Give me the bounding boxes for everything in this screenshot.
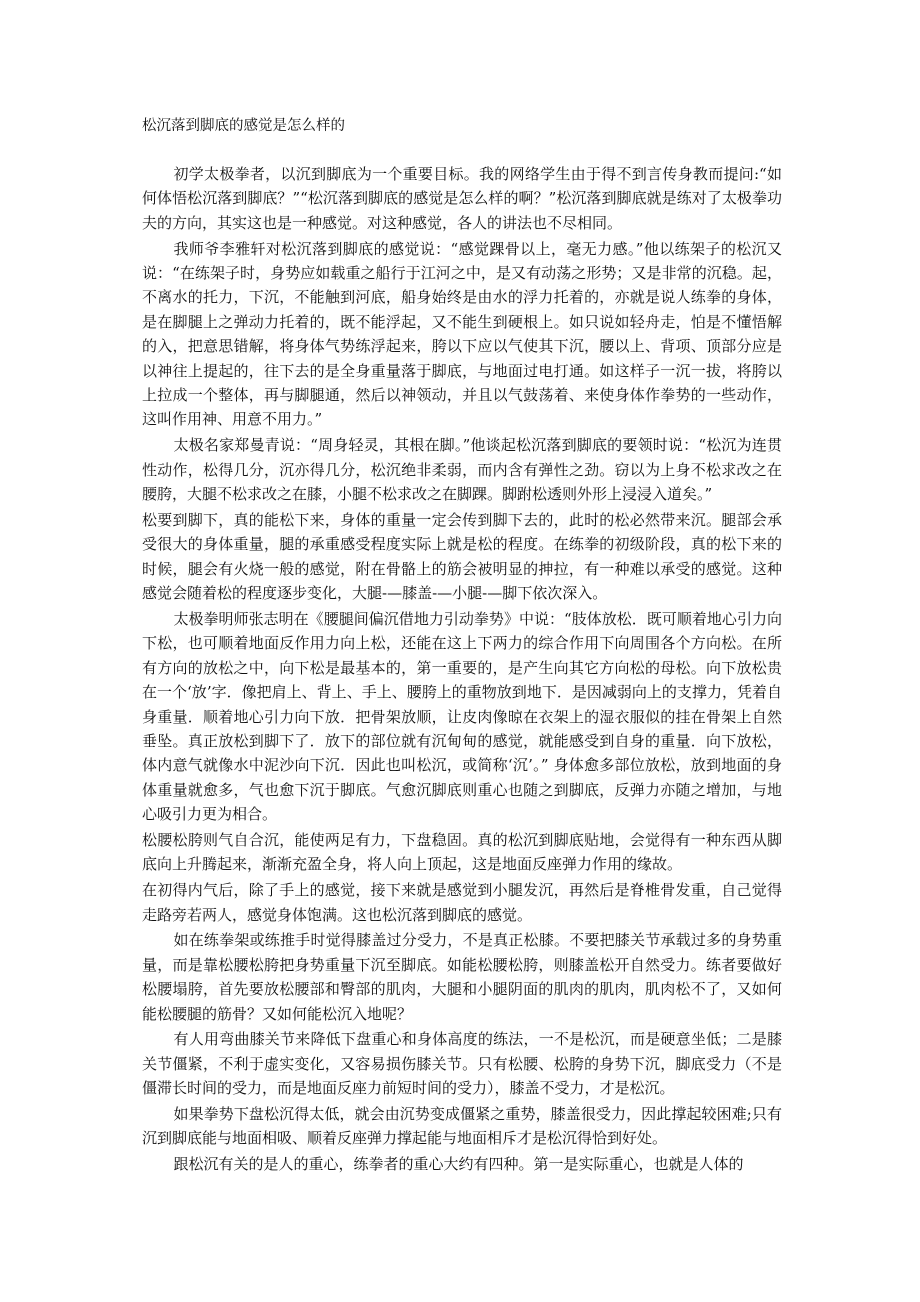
paragraph-6: 松腰松胯则气自合沉，能使两足有力，下盘稳固。真的松沉到脚底贴地，会觉得有一种东西从脚底向上升腾起来，渐渐充盈全身，将人向上顶起，这是地面反座弹力作用的缘故。 (142, 830, 782, 874)
paragraph-11: 跟松沉有关的是人的重心，练拳者的重心大约有四种。第一是实际重心，也就是人体的 (173, 1155, 744, 1174)
article-body (142, 162, 782, 1178)
paragraph-3: 太极名家郑曼青说：“周身轻灵，其根在脚。”他谈起松沉落到脚底的要领时说：“松沉为连贯性动作，松得几分，沉亦得几分，松沉绝非柔弱，而内含有弹性之劲。窃以为上身不松求改之在腰胯，大腿不松求改之在膝，小腿不松求改之在脚踝。脚跗松透则外形上浸浸入道矣。” (142, 436, 782, 504)
paragraph-10: 如果拳势下盘松沉得太低，就会由沉势变成僵紧之重势，膝盖很受力，因此撑起较困难;只有沉到脚底能与地面相吸、顺着反座弹力撑起能与地面相斥才是松沉得恰到好处。 (142, 1104, 782, 1148)
paragraph-4: 松要到脚下，真的能松下来，身体的重量一定会传到脚下去的，此时的松必然带来沉。腿部会承受很大的身体重量，腿的承重感受程度实际上就是松的程度。在练拳的初级阶段，真的松下来的时候，腿会有火烧一般的感觉，附在骨骼上的筋会被明显的抻拉，有一种难以承受的感觉。这种感觉会随着松的程度逐步变化，大腿-—膝盖-—小腿-—脚下依次深入。 (142, 510, 782, 603)
paragraph-5: 太极拳明师张志明在《腰腿间偏沉借地力引动拳势》中说：“肢体放松．既可顺着地心引力向下松，也可顺着地面反作用力向上松，还能在这上下两力的综合作用下向周围各个方向松。在所有方向的放松之中，向下松是最基本的，第一重要的，是产生向其它方向松的母松。向下放松贵在一个‘放’字．像把肩上、背上、手上、腰胯上的重物放到地下．是因减弱向上的支撑力，凭着自身重量．顺着地心引力向下放．把骨架放顺，让皮肉像晾在衣架上的湿衣服似的挂在骨架上自然垂坠。真正放松到脚下了．放下的部位就有沉甸甸的感觉，就能感受到自身的重量．向下放松，体内意气就像水中泥沙向下沉．因此也叫松沉，或简称‘沉’。” 身体愈多部位放松，放到地面的身体重量就愈多，气也愈下沉于脚底。气愈沉脚底则重心也随之到脚底，反弹力亦随之增加，与地心吸引力更为相合。 (142, 609, 782, 824)
paragraph-9: 有人用弯曲膝关节来降低下盘重心和身体高度的练法，一不是松沉，而是硬意坐低；二是膝关节僵紧，不利于虚实变化，又容易损伤膝关节。只有松腰、松胯的身势下沉，脚底受力（不是僵滞长时间的受力，而是地面反座力前短时间的受力），膝盖不受力，才是松沉。 (142, 1030, 782, 1098)
paragraph-7: 在初得内气后，除了手上的感觉，接下来就是感觉到小腿发沉，再然后是脊椎骨发重，自己觉得走路旁若两人，感觉身体饱满。这也松沉落到脚底的感觉。 (142, 881, 782, 924)
paragraph-8: 如在练拳架或练推手时觉得膝盖过分受力，不是真正松膝。不要把膝关节承载过多的身势重量，而是靠松腰松胯把身势重量下沉至脚底。如能松腰松胯，则膝盖松开自然受力。练者要做好松腰塌胯，首先要放松腰部和臀部的肌肉，大腿和小腿阴面的肌肉的肌肉，肌肉松不了，又如何能松腰腿的筋骨？又如何能松沉入地呢？ (142, 931, 782, 1023)
paragraph-1: 初学太极拳者，以沉到脚底为一个重要目标。我的网络学生由于得不到言传身教而提问:“如何体悟松沉落到脚底？”“松沉落到脚底的感觉是怎么样的啊？”松沉落到脚底就是练对了太极拳功夫的方向，其实这也是一种感觉。对这种感觉，各人的讲法也不尽相同。 (142, 165, 782, 232)
paragraph-2: 我师爷李雅轩对松沉落到脚底的感觉说：“感觉踝骨以上，毫无力感。”他以练架子的松沉又说：“在练架子时，身势应如载重之船行于江河之中，是又有动荡之形势；又是非常的沉稳。起，不离水的托力，下沉，不能触到河底，船身始终是由水的浮力托着的，亦就是说人练拳的身体，是在脚腿上之弹动力托着的，既不能浮起，又不能生到硬根上。如只说如轻舟走，怕是不懂悟解的入，把意思错解，将身体气势练浮起来，胯以下应以气使其下沉，腰以上、背项、顶部分应是以神往上提起的，往下去的是全身重量落于脚底，与地面过电打通。如这样子一沉一拔，将胯以上拉成一个整体，再与脚腿通，然后以神领动，并且以气鼓荡着、来使身体作拳势的一些动作，这叫作用神、用意不用力。” (142, 239, 782, 429)
page-title: 松沉落到脚底的感觉是怎么样的 (142, 118, 345, 134)
